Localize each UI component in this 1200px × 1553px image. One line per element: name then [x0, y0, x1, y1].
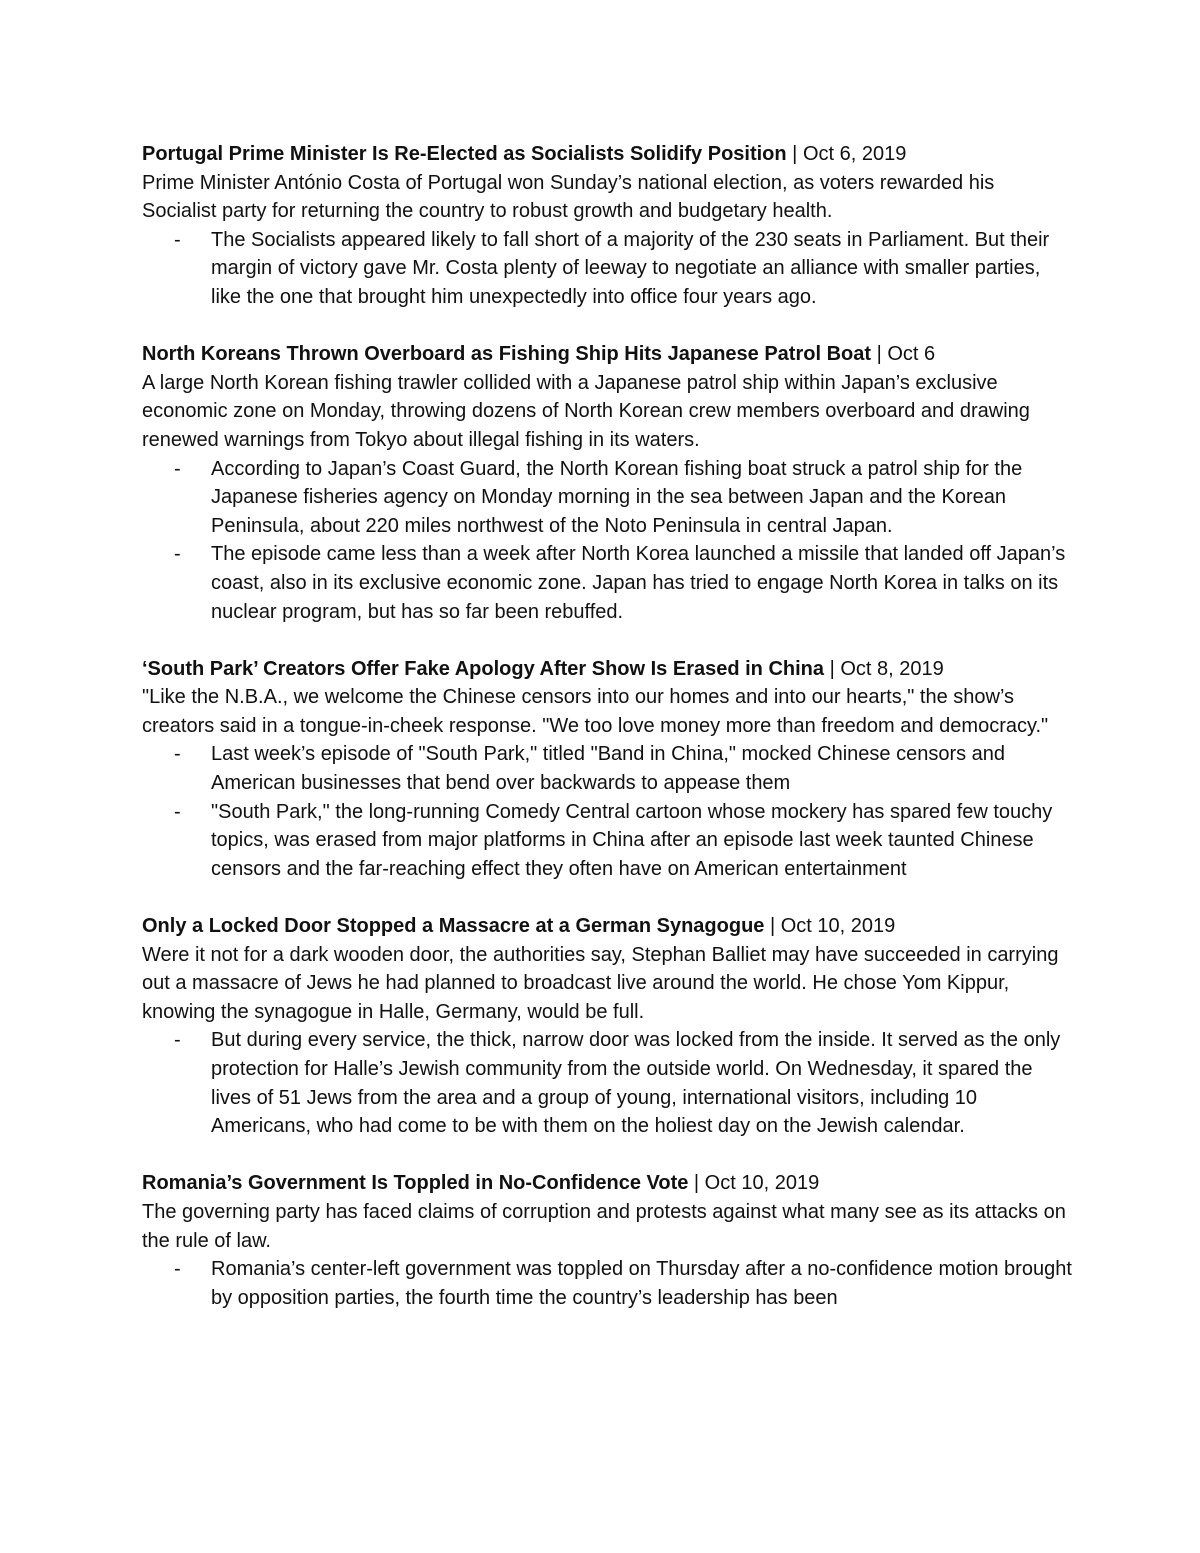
bullet-item	[142, 540, 1072, 626]
bullet-item	[142, 798, 1072, 884]
bullet-list	[142, 1255, 1072, 1312]
bullet-item	[142, 740, 1072, 797]
bullet-item	[142, 1255, 1072, 1312]
dash-bullet-icon: -	[174, 457, 181, 480]
dash-bullet-icon: -	[174, 543, 181, 566]
dash-bullet-icon: -	[174, 228, 181, 251]
dash-bullet-icon: -	[174, 1029, 181, 1052]
dash-bullet-icon: -	[174, 1258, 181, 1281]
article	[142, 140, 1072, 312]
article-headline: North Koreans Thrown Overboard as Fishing Ship Hits Japanese Patrol Boat	[142, 343, 872, 366]
article-heading	[142, 912, 1072, 941]
bullet-text: The Socialists appeared likely to fall short of a majority of the 230 seats in Parliament. But their margin of victory gave Mr. Costa plenty of leeway to negotiate an alliance with smaller parties, like the one that brought him unexpectedly into office four years ago.	[211, 228, 1050, 308]
dash-bullet-icon: -	[174, 800, 181, 823]
bullet-text: The episode came less than a week after North Korea launched a missile that landed off Japan’s coast, also in its exclusive economic zone. Japan has tried to engage North Korea in talks on its nuclear program, but has so far been rebuffed.	[211, 543, 1066, 623]
separator: |	[764, 915, 781, 938]
bullet-text: Romania’s center-left government was toppled on Thursday after a no-confidence motion brought by opposition parties, the fourth time the country’s leadership has been	[211, 1258, 1072, 1309]
article-summary: Were it not for a dark wooden door, the authorities say, Stephan Balliet may have succeeded in carrying out a massacre of Jews he had planned to broadcast live around the world. He chose Yom Kippur, knowing the synagogue in Halle, Germany, would be full.	[142, 943, 1059, 1023]
article-heading	[142, 140, 1072, 169]
article-summary: "Like the N.B.A., we welcome the Chinese censors into our homes and into our hearts," the show’s creators said in a tongue-in-cheek response. "We too love money more than freedom and democracy."	[142, 686, 1049, 737]
article-headline: Portugal Prime Minister Is Re-Elected as Socialists Solidify Position	[142, 143, 787, 165]
article-heading	[142, 655, 1072, 684]
bullet-item	[142, 455, 1072, 541]
bullet-item	[142, 1026, 1072, 1140]
bullet-list	[142, 1026, 1072, 1140]
article	[142, 655, 1072, 884]
article-summary: Prime Minister António Costa of Portugal won Sunday’s national election, as voters rewarded his Socialist party for returning the country to robust growth and budgetary health.	[142, 171, 995, 223]
article-headline: Only a Locked Door Stopped a Massacre at a German Synagogue	[142, 915, 765, 938]
article-summary: A large North Korean fishing trawler collided with a Japanese patrol ship within Japan’s exclusive economic zone on Monday, throwing dozens of North Korean crew members overboard and drawing renewed warnings from Tokyo about illegal fishing in its waters.	[142, 371, 1030, 451]
article-date: Oct 8, 2019	[840, 657, 944, 680]
article-headline: ‘South Park’ Creators Offer Fake Apology After Show Is Erased in China	[142, 657, 825, 680]
article	[142, 912, 1072, 1141]
separator: |	[824, 657, 841, 680]
article-date: Oct 10, 2019	[780, 915, 896, 938]
bullet-text: "South Park," the long-running Comedy Central cartoon whose mockery has spared few touchy topics, was erased from major platforms in China after an episode last week taunted Chinese censors and the far-reaching effect they often have on American entertainment	[211, 800, 1053, 880]
separator: |	[688, 1172, 705, 1195]
bullet-list	[142, 740, 1072, 883]
article-summary: The governing party has faced claims of corruption and protests against what many see as its attacks on the rule of law.	[142, 1200, 1066, 1252]
bullet-text: According to Japan’s Coast Guard, the North Korean fishing boat struck a patrol ship for the Japanese fisheries agency on Monday morning in the sea between Japan and the Korean Peninsula, about 220 miles northwest of the Noto Peninsula in central Japan.	[211, 457, 1023, 537]
article-headline: Romania’s Government Is Toppled in No-Confidence Vote	[142, 1172, 689, 1195]
article	[142, 1169, 1072, 1312]
dash-bullet-icon: -	[174, 743, 181, 766]
document-page	[142, 140, 1072, 1341]
bullet-text: Last week’s episode of "South Park," titled "Band in China," mocked Chinese censors and American businesses that bend over backwards to appease them	[211, 743, 1006, 795]
article-heading	[142, 340, 1072, 369]
bullet-text: But during every service, the thick, narrow door was locked from the inside. It served as the only protection for Halle’s Jewish community from the outside world. On Wednesday, it spared the lives of 51 Jews from the area and a group of young, international visitors, including 10 Americans, who had come to be with them on the holiest day on the Jewish calendar.	[211, 1029, 1061, 1138]
separator: |	[786, 143, 803, 165]
article-date: Oct 6, 2019	[802, 143, 907, 165]
bullet-list	[142, 226, 1072, 312]
bullet-item	[142, 226, 1072, 312]
separator: |	[871, 343, 888, 366]
article	[142, 340, 1072, 626]
article-date: Oct 10, 2019	[704, 1172, 820, 1195]
article-heading	[142, 1169, 1072, 1198]
article-date: Oct 6	[887, 343, 936, 366]
bullet-list	[142, 455, 1072, 627]
